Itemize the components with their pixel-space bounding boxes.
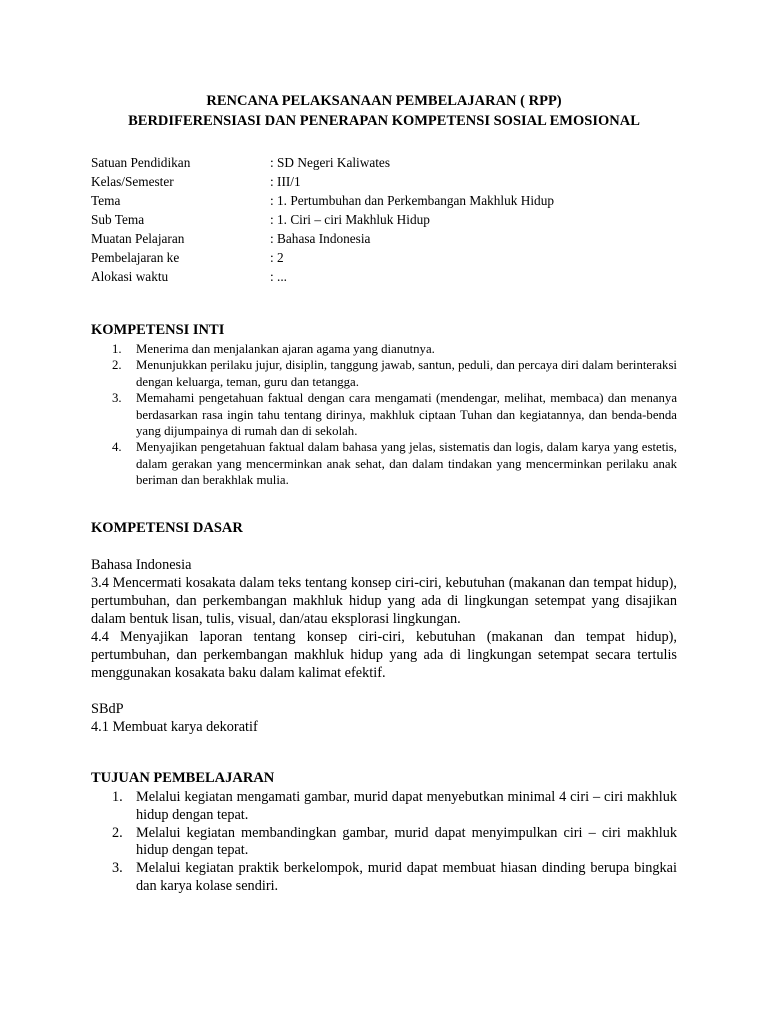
list-number: 1. xyxy=(112,342,122,356)
list-item xyxy=(91,357,677,390)
list-item xyxy=(91,439,677,488)
kompetensi-dasar-heading: KOMPETENSI DASAR xyxy=(91,520,243,536)
list-text: Menunjukkan perilaku jujur, disiplin, tanggung jawab, santun, peduli, dan percaya diri dalam berinteraksi dengan keluarga, teman, guru dan tetangga. xyxy=(136,358,677,389)
info-value: : 1. Ciri – ciri Makhluk Hidup xyxy=(270,212,430,227)
info-label: Tema xyxy=(91,193,121,208)
info-value: : 1. Pertumbuhan dan Perkembangan Makhluk Hidup xyxy=(270,193,554,208)
kd-subject-sbdp: SBdP xyxy=(91,701,124,717)
info-label: Alokasi waktu xyxy=(91,269,169,284)
kd-paragraph-4-4: 4.4 Menyajikan laporan tentang konsep ciri-ciri, kebutuhan (makanan dan tempat hidup), pertumbuhan, dan perkembangan makhluk hidup yang ada di lingkungan setempat secara tertulis menggunakan kosakata baku dalam kalimat efektif. xyxy=(91,629,677,681)
document-subtitle: BERDIFERENSIASI DAN PENERAPAN KOMPETENSI SOSIAL EMOSIONAL xyxy=(128,113,640,129)
info-value: : ... xyxy=(270,269,287,284)
info-value: : SD Negeri Kaliwates xyxy=(270,155,391,170)
list-text: Menyajikan pengetahuan faktual dalam bahasa yang jelas, sistematis dan logis, dalam karya yang estetis, dalam gerakan yang mencerminkan anak sehat, dan dalam tindakan yang mencerminkan perilaku anak beriman dan berakhlak mulia. xyxy=(136,440,677,488)
list-item xyxy=(91,860,677,896)
kd-paragraph-4-1: 4.1 Membuat karya dekoratif xyxy=(91,719,258,735)
identity-table xyxy=(91,153,691,286)
list-text: Memahami pengetahuan faktual dengan cara mengamati (mendengar, melihat, membaca) dan menanya berdasarkan rasa ingin tahu tentang dirinya, makhluk ciptaan Tuhan dan kegiatannya, dan benda-benda yang dijumpainya di rumah dan di sekolah. xyxy=(136,391,677,439)
list-item xyxy=(91,789,677,825)
info-row-kelas-semester xyxy=(91,172,691,191)
list-number: 2. xyxy=(112,358,122,373)
info-label: Kelas/Semester xyxy=(91,174,174,189)
list-text: Melalui kegiatan mengamati gambar, murid dapat menyebutkan minimal 4 ciri – ciri makhluk hidup dengan tepat. xyxy=(136,789,677,823)
kompetensi-inti-heading: KOMPETENSI INTI xyxy=(91,322,225,338)
tujuan-pembelajaran-list xyxy=(91,789,677,896)
document-title: RENCANA PELAKSANAAN PEMBELAJARAN ( RPP) xyxy=(206,93,562,109)
info-row-muatan-pelajaran xyxy=(91,229,691,248)
info-label: Muatan Pelajaran xyxy=(91,231,185,246)
tujuan-pembelajaran-heading: TUJUAN PEMBELAJARAN xyxy=(91,770,275,786)
list-text: Menerima dan menjalankan ajaran agama yang dianutnya. xyxy=(136,342,435,356)
list-item xyxy=(91,825,677,861)
kd-subject-bahasa-indonesia: Bahasa Indonesia xyxy=(91,557,192,573)
info-value: : Bahasa Indonesia xyxy=(270,231,371,246)
info-row-satuan-pendidikan xyxy=(91,153,691,172)
info-value: : 2 xyxy=(270,250,284,265)
info-label: Satuan Pendidikan xyxy=(91,155,191,170)
list-number: 1. xyxy=(112,789,123,805)
info-label: Pembelajaran ke xyxy=(91,250,180,265)
info-row-alokasi-waktu xyxy=(91,267,691,286)
kompetensi-inti-list xyxy=(91,341,677,489)
info-label: Sub Tema xyxy=(91,212,145,227)
list-item xyxy=(91,341,677,357)
list-text: Melalui kegiatan membandingkan gambar, murid dapat menyimpulkan ciri – ciri makhluk hidup dengan tepat. xyxy=(136,824,677,859)
list-item xyxy=(91,390,677,439)
kd-paragraph-3-4: 3.4 Mencermati kosakata dalam teks tentang konsep ciri-ciri, kebutuhan (makanan dan tempat hidup), pertumbuhan, dan perkembangan makhluk hidup yang ada di lingkungan setempat yang disajikan dalam bentuk lisan, tulis, visual, dan/atau eksplorasi lingkungan. xyxy=(91,575,677,627)
list-number: 2. xyxy=(112,824,123,841)
list-number: 3. xyxy=(112,391,122,406)
info-row-pembelajaran-ke xyxy=(91,248,691,267)
info-value: : III/1 xyxy=(270,174,301,189)
info-row-tema xyxy=(91,191,691,210)
list-text: Melalui kegiatan praktik berkelompok, murid dapat membuat hiasan dinding berupa bingkai dan karya kolase sendiri. xyxy=(136,860,677,894)
info-row-sub-tema xyxy=(91,210,691,229)
list-number: 4. xyxy=(112,440,122,455)
list-number: 3. xyxy=(112,860,123,877)
